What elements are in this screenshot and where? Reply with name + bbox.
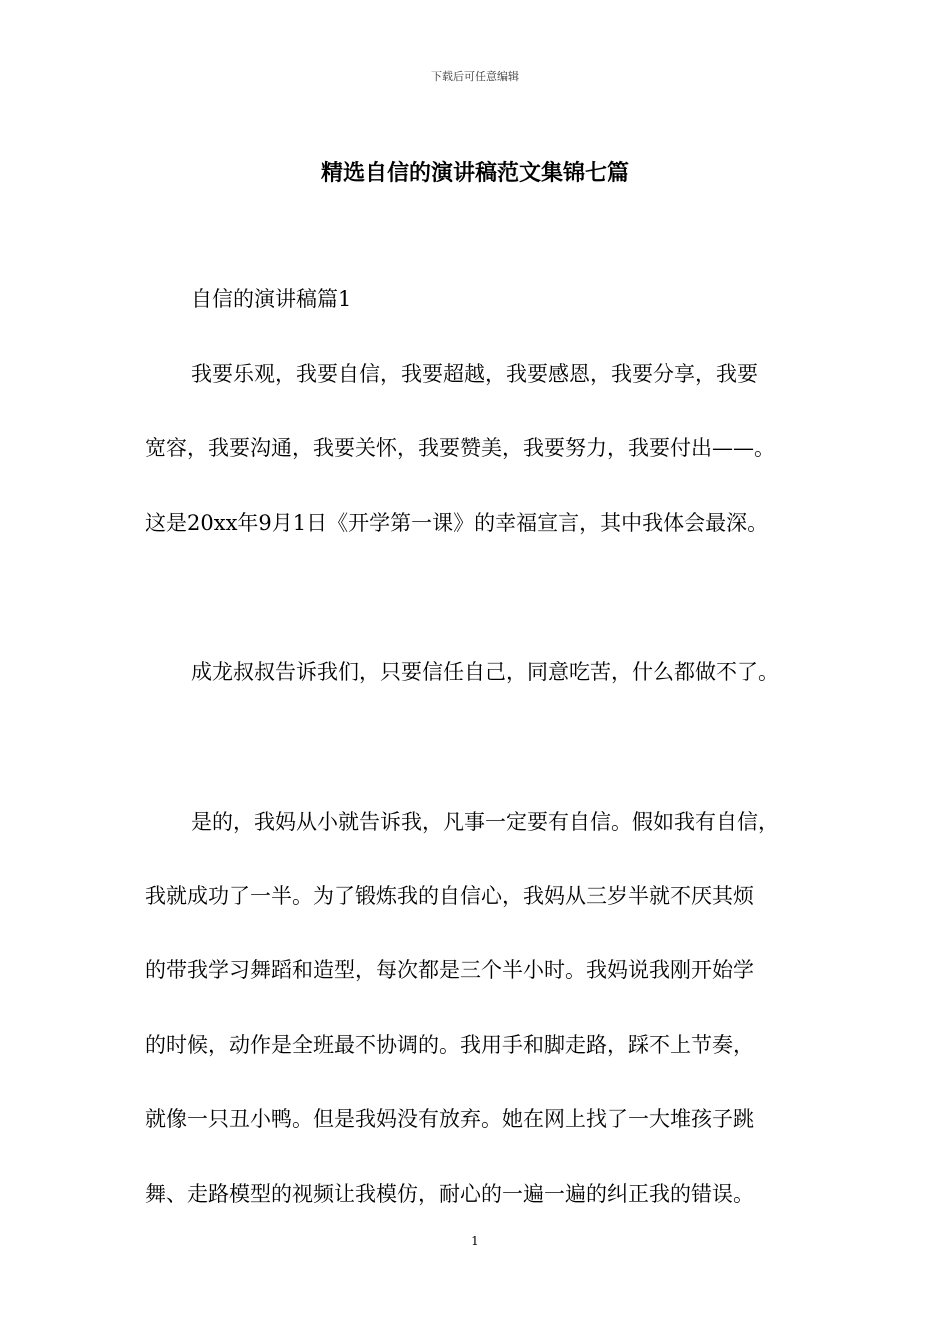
section-heading: 自信的演讲稿篇1	[191, 287, 352, 311]
paragraph-1-line: 宽容，我要沟通，我要关怀，我要赞美，我要努力，我要付出——。	[145, 436, 775, 460]
paragraph-3-line: 的带我学习舞蹈和造型，每次都是三个半小时。我妈说我刚开始学	[145, 958, 754, 982]
page-number: 1	[471, 1234, 479, 1248]
page-header-note: 下载后可任意编辑	[431, 70, 519, 83]
paragraph-3-line: 就像一只丑小鸭。但是我妈没有放弃。她在网上找了一大堆孩子跳	[145, 1107, 754, 1131]
paragraph-1-line: 这是20xx年9月1日《开学第一课》的幸福宣言，其中我体会最深。	[145, 511, 769, 535]
paragraph-1-line: 我要乐观，我要自信，我要超越，我要感恩，我要分享，我要	[191, 362, 758, 386]
paragraph-2-line: 成龙叔叔告诉我们，只要信任自己，同意吃苦，什么都做不了。	[191, 660, 779, 684]
paragraph-3-line: 我就成功了一半。为了锻炼我的自信心，我妈从三岁半就不厌其烦	[145, 884, 754, 908]
paragraph-3-line: 是的，我妈从小就告诉我，凡事一定要有自信。假如我有自信，	[191, 810, 779, 834]
document-title: 精选自信的演讲稿范文集锦七篇	[320, 160, 629, 186]
paragraph-3-line: 的时候，动作是全班最不协调的。我用手和脚走路，踩不上节奏，	[145, 1033, 754, 1057]
paragraph-3-line: 舞、走路模型的视频让我模仿，耐心的一遍一遍的纠正我的错误。	[145, 1182, 754, 1206]
